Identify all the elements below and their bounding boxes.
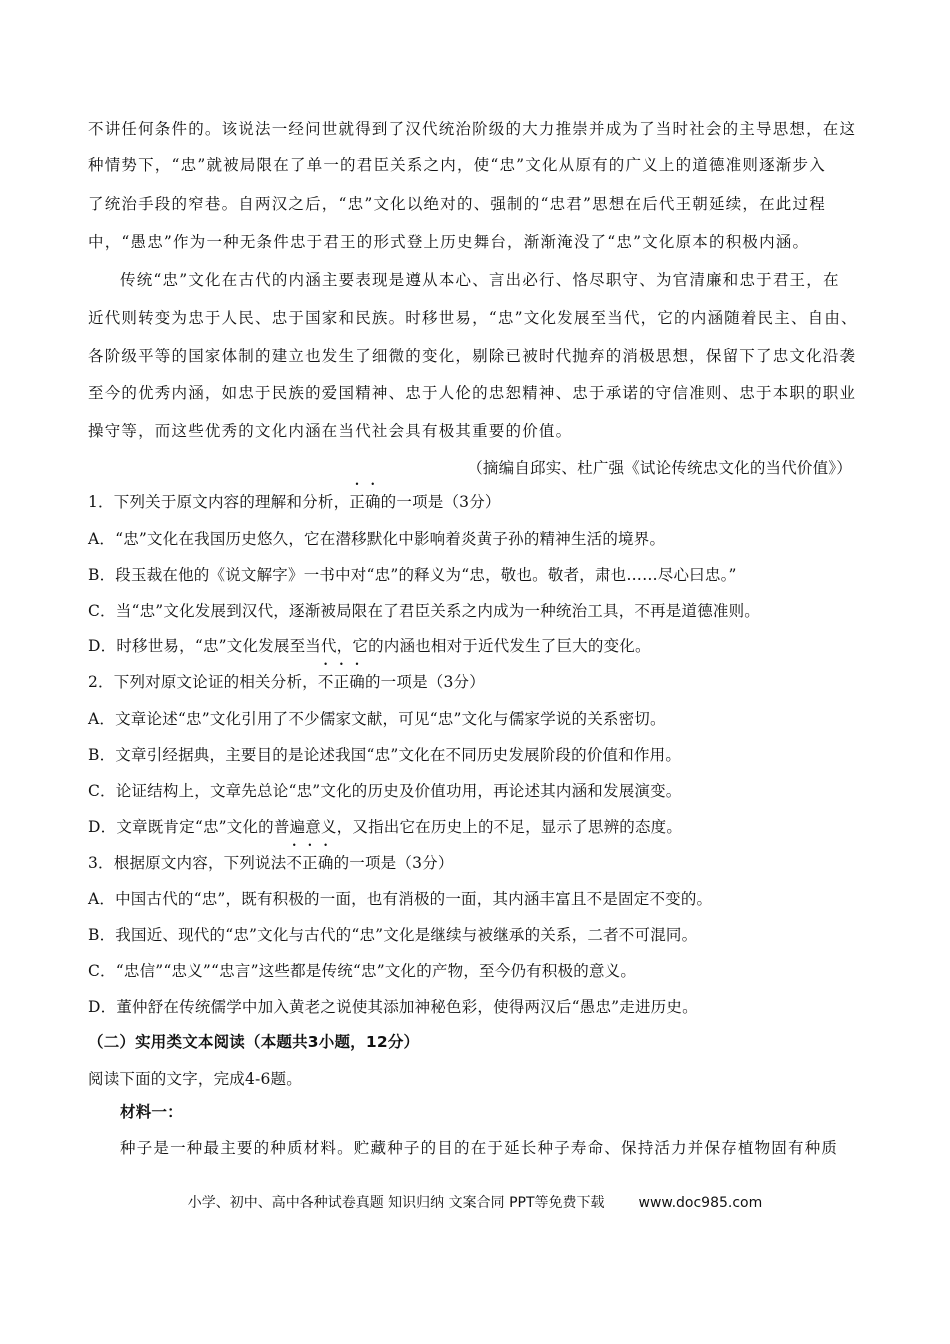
emphasis-text: [318, 673, 365, 691]
question-stem: 2．下列对原文论证的相关分析，不正确的一项是（3分）: [88, 670, 485, 692]
page-footer: [0, 1192, 950, 1212]
emphasis-char: 确: [364, 493, 381, 511]
emphasis-char: 确: [349, 673, 365, 691]
answer-option: C．“忠信”“忠义”“忠言”这些都是传统“忠”文化的产物，至今仍有积极的意义。: [88, 962, 637, 980]
passage-line: 传统“忠”文化在古代的内涵主要表现是遵从本心、言出必行、恪尽职守、为官清廉和忠于君王，在: [120, 271, 840, 289]
answer-option: D．时移世易，“忠”文化发展至当代，它的内涵也相对于近代发生了巨大的变化。: [88, 637, 651, 655]
emphasis-char: 不: [286, 854, 303, 872]
emphasis-char: 正: [349, 493, 365, 511]
answer-option: A．文章论述“忠”文化引用了不少儒家文献，可见“忠”文化与儒家学说的关系密切。: [88, 710, 666, 728]
emphasis-char: 正: [333, 673, 350, 691]
emphasis-char: 不: [317, 673, 334, 691]
passage-line: 近代则转变为忠于人民、忠于国家和民族。时移世易，“忠”文化发展至当代，它的内涵随着民主、自由、: [88, 309, 858, 327]
footer-url: www.doc985.com: [638, 1195, 763, 1211]
passage-line: 种子是一种最主要的种质材料。贮藏种子的目的在于延长种子寿命、保持活力并保存植物固有种质: [120, 1139, 839, 1157]
source-citation: （摘编自邱实、杜广强《试论传统忠文化的当代价值》）: [467, 459, 852, 477]
passage-line: 中，“愚忠”作为一种无条件忠于君王的形式登上历史舞台，渐渐淹没了“忠”文化原本的积极内涵。: [88, 233, 810, 251]
answer-option: B．文章引经据典，主要目的是论述我国“忠”文化在不同历史发展阶段的价值和作用。: [88, 746, 682, 764]
answer-option: C．当“忠”文化发展到汉代，逐渐被局限在了君臣关系之内成为一种统治工具，不再是道德准则。: [88, 602, 761, 620]
answer-option: C．论证结构上，文章先总论“忠”文化的历史及价值功用，再论述其内涵和发展演变。: [88, 782, 682, 800]
question-stem: 3．根据原文内容，下列说法不正确的一项是（3分）: [88, 851, 454, 873]
passage-line: 至今的优秀内涵，如忠于民族的爱国精神、忠于人伦的忠恕精神、忠于承诺的守信准则、忠于本职的职业: [88, 384, 857, 402]
section-instruction: 阅读下面的文字，完成4-6题。: [88, 1070, 302, 1088]
answer-option: B．我国近、现代的“忠”文化与古代的“忠”文化是继续与被继承的关系，二者不可混同。: [88, 926, 698, 944]
section-heading: （二）实用类文本阅读（本题共3小题，12分）: [88, 1033, 420, 1051]
emphasis-char: 确: [317, 854, 334, 872]
passage-line: 了统治手段的窄巷。自两汉之后，“忠”文化以绝对的、强制的“忠君”思想在后代王朝延续，在此过程: [88, 195, 826, 213]
emphasis-char: 正: [302, 854, 318, 872]
passage-line: 种情势下，“忠”就被局限在了单一的君臣关系之内，使“忠”文化从原有的广义上的道德准则逐渐步入: [88, 156, 826, 174]
question-stem: 1．下列关于原文内容的理解和分析，正确的一项是（3分）: [88, 490, 501, 512]
answer-option: A．“忠”文化在我国历史悠久，它在潜移默化中影响着炎黄子孙的精神生活的境界。: [88, 530, 666, 548]
emphasis-text: [349, 493, 380, 511]
passage-line: 操守等，而这些优秀的文化内涵在当代社会具有极其重要的价值。: [88, 422, 573, 440]
passage-line: 不讲任何条件的。该说法一经问世就得到了汉代统治阶级的大力推崇并成为了当时社会的主导思想，在这: [88, 120, 857, 138]
passage-line: 各阶级平等的国家体制的建立也发生了细微的变化，剔除已被时代抛弃的消极思想，保留下了忠文化沿袭: [88, 347, 857, 365]
answer-option: B．段玉裁在他的《说文解字》一书中对“忠”的释义为“忠，敬也。敬者，肃也……尽心曰忠。”: [88, 566, 737, 584]
emphasis-text: [286, 854, 333, 872]
answer-option: A．中国古代的“忠”，既有积极的一面，也有消极的一面，其内涵丰富且不是固定不变的。: [88, 890, 713, 908]
footer-text: 小学、初中、高中各种试卷真题 知识归纳 文案合同 PPT等免费下载: [187, 1195, 605, 1211]
material-label: 材料一：: [120, 1102, 183, 1121]
answer-option: D．董仲舒在传统儒学中加入黄老之说使其添加神秘色彩，使得两汉后“愚忠”走进历史。: [88, 998, 698, 1016]
answer-option: D．文章既肯定“忠”文化的普遍意义，又指出它在历史上的不足，显示了思辨的态度。: [88, 818, 683, 836]
